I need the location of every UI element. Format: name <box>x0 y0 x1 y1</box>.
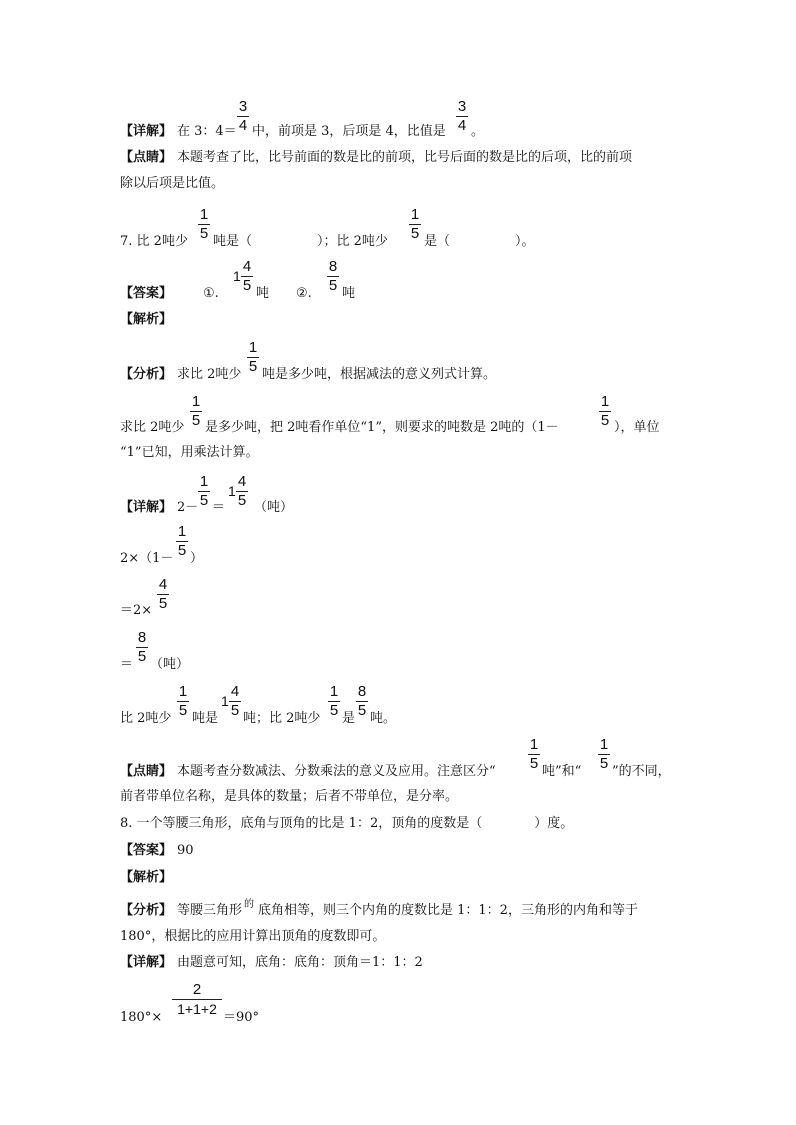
equation-unit: （吨） <box>254 500 294 515</box>
analysis-label: 【分析】 <box>120 903 173 918</box>
point-text: 前者带单位名称，是具体的数量；后者不带单位，是分率。 <box>120 789 459 804</box>
fraction-denominator: 5 <box>529 755 539 772</box>
fraction-numerator: 2 <box>192 981 202 998</box>
summary-text: 吨；比 2吨少 <box>243 711 321 726</box>
fraction-denominator: 5 <box>199 225 209 242</box>
detail-label: 【详解】 <box>120 955 173 970</box>
fraction-numerator: 4 <box>237 473 247 490</box>
equation-text: 2×（1－ <box>120 551 174 566</box>
fraction-numerator: 8 <box>328 258 338 275</box>
analysis-text: 底角相等，则三个内角的度数比是 1：1：2，三角形的内角和等于 <box>258 903 638 918</box>
point-label: 【点睛】 <box>120 764 173 779</box>
question-text: 是（ ）。 <box>424 234 535 249</box>
fraction-denominator: 5 <box>410 225 420 242</box>
fraction-numerator: 3 <box>457 98 467 115</box>
fraction-denominator: 5 <box>178 702 188 719</box>
answer-value: 90 <box>177 843 194 858</box>
point-label: 【点睛】 <box>120 150 173 165</box>
equation-text: ） <box>190 551 204 566</box>
fraction-denominator: 5 <box>191 412 201 429</box>
fraction-denominator: 5 <box>230 702 240 719</box>
fraction-denominator: 5 <box>242 277 252 294</box>
equation-text: ＝2× <box>120 603 153 618</box>
explanation-text: ），单位 <box>614 420 660 435</box>
fraction-numerator: 1 <box>199 473 209 490</box>
fraction-denominator: 5 <box>199 492 209 509</box>
mixed-whole: 1 <box>221 693 229 709</box>
fraction-denominator: 5 <box>329 702 339 719</box>
point-text: 吨”和“ <box>542 764 582 779</box>
fraction-numerator: 4 <box>158 576 168 593</box>
fraction-numerator: 8 <box>357 683 367 700</box>
mixed-whole: 1 <box>233 268 241 284</box>
detail-text: 中，前项是 3，后项是 4，比值是 <box>252 124 446 139</box>
fraction-denominator: 5 <box>248 358 258 375</box>
fraction-denominator: 5 <box>600 412 610 429</box>
fraction-numerator: 3 <box>238 98 248 115</box>
summary-text: 吨。 <box>370 711 397 726</box>
fraction-denominator: 5 <box>137 648 147 665</box>
answer-unit: 吨 <box>256 286 270 301</box>
fraction-denominator: 5 <box>357 702 367 719</box>
mixed-whole: 1 <box>228 483 236 499</box>
fraction-numerator: 1 <box>410 206 420 223</box>
fraction-numerator: 1 <box>600 393 610 410</box>
equation-unit: （吨） <box>150 657 190 672</box>
fraction-denominator: 5 <box>328 277 338 294</box>
detail-label: 【详解】 <box>120 124 173 139</box>
fraction-numerator: 8 <box>137 629 147 646</box>
analysis-text: 吨是多少吨，根据减法的意义列式计算。 <box>262 367 497 382</box>
detail-label: 【详解】 <box>120 500 173 515</box>
fraction-denominator: 4 <box>457 117 467 134</box>
explanation-text: 是多少吨，把 2吨看作单位“1”，则要求的吨数是 2吨的（1－ <box>205 420 559 435</box>
equation-text: ＝ <box>120 657 134 672</box>
analysis-text: 等腰三角形 <box>177 903 243 918</box>
analysis-text-small: 的 <box>244 899 254 910</box>
equation-text: ＝ <box>212 500 226 515</box>
fraction-numerator: 4 <box>242 258 252 275</box>
fraction-numerator: 1 <box>248 339 258 356</box>
fraction-numerator: 1 <box>178 683 188 700</box>
equation-text: 2－ <box>177 500 199 515</box>
fraction-numerator: 1 <box>329 683 339 700</box>
analysis-label: 【解析】 <box>120 312 173 327</box>
summary-text: 比 2吨少 <box>120 711 172 726</box>
question-text: 吨是（ ）；比 2吨少 <box>213 234 388 249</box>
point-text: 本题考查了比，比号前面的数是比的前项，比号后面的数是比的后项，比的前项 <box>177 150 633 165</box>
fraction-numerator: 1 <box>199 206 209 223</box>
detail-text: 由题意可知，底角：底角：顶角＝1：1：2 <box>177 955 423 970</box>
answer-unit: 吨 <box>342 286 356 301</box>
detail-text: 在 3：4＝ <box>177 124 237 139</box>
summary-text: 吨是 <box>192 711 219 726</box>
answer-label: 【答案】 <box>120 843 173 858</box>
summary-text: 是 <box>342 711 356 726</box>
answer-index: ②. <box>296 286 312 301</box>
equation-text: ＝90° <box>223 1010 260 1025</box>
fraction-denominator: 1+1+2 <box>177 1001 217 1017</box>
fraction-numerator: 4 <box>230 683 240 700</box>
question-text: 7. 比 2吨少 <box>120 234 188 249</box>
point-text: 本题考查分数减法、分数乘法的意义及应用。注意区分“ <box>177 764 496 779</box>
point-text: ”的不同， <box>612 764 671 779</box>
detail-end: 。 <box>471 124 485 139</box>
fraction-denominator: 5 <box>177 542 187 559</box>
fraction-numerator: 1 <box>177 523 187 540</box>
fraction-numerator: 1 <box>529 736 539 753</box>
analysis-label: 【解析】 <box>120 870 173 885</box>
fraction-numerator: 1 <box>191 393 201 410</box>
equation-text: 180°× <box>120 1010 163 1025</box>
analysis-text: 180°，根据比的应用计算出顶角的度数即可。 <box>120 929 386 944</box>
point-text: 除以后项是比值。 <box>120 176 225 191</box>
explanation-text: “1”已知，用乘法计算。 <box>120 445 259 460</box>
fraction-denominator: 5 <box>237 492 247 509</box>
analysis-label: 【分析】 <box>120 367 173 382</box>
fraction-numerator: 1 <box>599 736 609 753</box>
question-text: 8. 一个等腰三角形，底角与顶角的比是 1：2，顶角的度数是（ ）度。 <box>120 816 574 831</box>
fraction-denominator: 4 <box>238 117 248 134</box>
explanation-text: 求比 2吨少 <box>120 420 185 435</box>
answer-label: 【答案】 <box>120 286 173 301</box>
fraction-bar <box>172 999 222 1000</box>
fraction-denominator: 5 <box>599 755 609 772</box>
fraction-denominator: 5 <box>158 595 168 612</box>
answer-index: ①. <box>203 286 219 301</box>
analysis-text: 求比 2吨少 <box>177 367 242 382</box>
